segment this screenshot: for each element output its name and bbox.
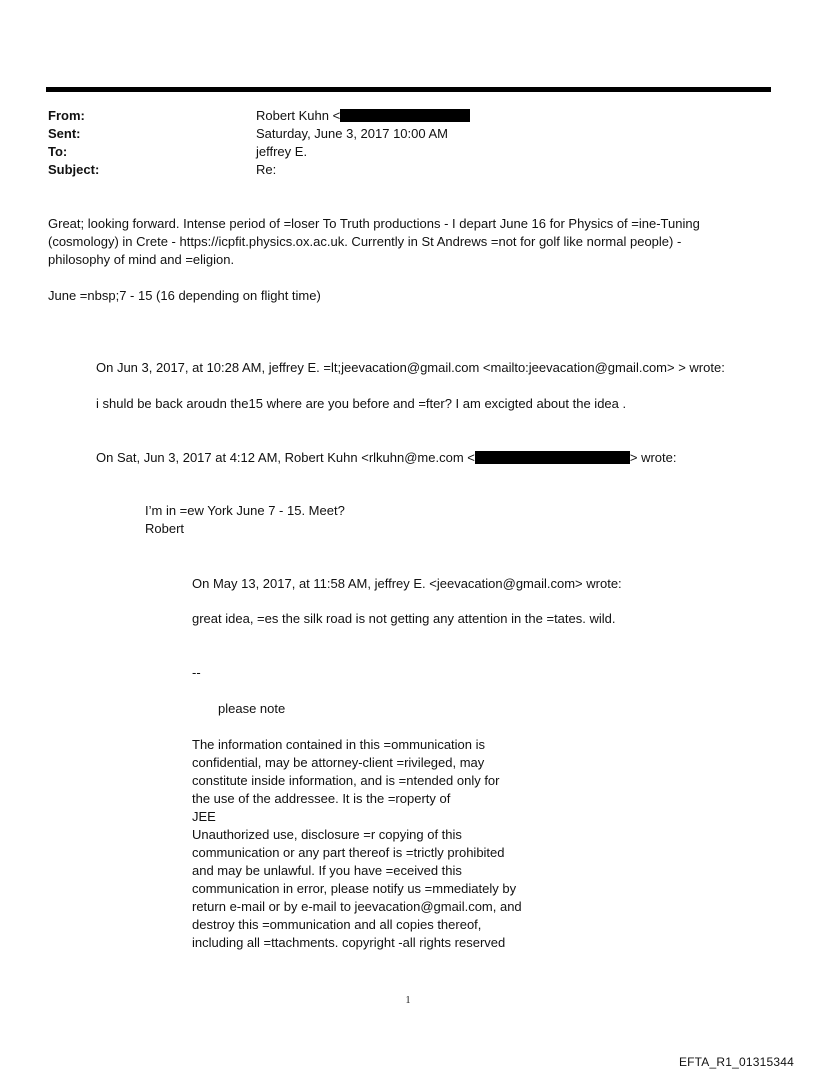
subject-label: Subject: [48,162,100,177]
quote1-text: i shuld be back aroudn the15 where are you before and =fter? I am excigted about the idea . [96,396,627,411]
from-label: From: [48,108,85,123]
from-value [256,107,470,125]
body-line-2: (cosmology) in Crete - https://icpfit.physics.ox.ac.uk. Currently in St Andrews =not for golf like normal people) - [48,234,682,249]
disclaimer-line: the use of the addressee. It is the =roperty of [192,791,451,806]
disclaimer-line: communication or any part thereof is =trictly prohibited [192,845,505,860]
header-from-row [48,107,768,125]
body-line-1: Great; looking forward. Intense period of =loser To Truth productions - I depart June 16 for Physics of =ine-Tuning [48,216,700,231]
disclaimer-line: including all =ttachments. copyright -all rights reserved [192,935,506,950]
sent-label: Sent: [48,126,81,141]
sent-value: Saturday, June 3, 2017 10:00 AM [256,126,449,141]
body-line-3: philosophy of mind and =eligion. [48,252,235,267]
to-label: To: [48,144,68,159]
quote2-intro-end: > wrote: [629,450,677,465]
quote2-intro-start: On Sat, Jun 3, 2017 at 4:12 AM, Robert Kuhn <rlkuhn@me.com < [96,450,475,465]
please-note: please note [218,701,286,716]
quote2-line-1: I’m in =ew York June 7 - 15. Meet? [145,503,345,518]
redaction-bar [475,451,630,464]
quote1-intro: On Jun 3, 2017, at 10:28 AM, jeffrey E. =lt;jeevacation@gmail.com <mailto:jeevacation@gmail.com> > wrote: [96,360,725,375]
header-sent-row [48,125,768,143]
to-value: jeffrey E. [256,144,308,159]
disclaimer-block [192,736,552,952]
disclaimer-line: constitute inside information, and is =ntended only for [192,773,500,788]
disclaimer-line: communication in error, please notify us =mmediately by [192,881,517,896]
disclaimer-line: return e-mail or by e-mail to jeevacation@gmail.com, and [192,899,522,914]
body-dates-line: June =nbsp;7 - 15 (16 depending on flight time) [48,288,321,303]
page-number: 1 [405,995,411,1006]
document-id: EFTA_R1_01315344 [678,1055,794,1069]
from-name: Robert Kuhn < [256,108,341,123]
disclaimer-line: The information contained in this =ommunication is [192,737,486,752]
header-subject-row [48,161,768,179]
header-rule [46,87,771,92]
quote2-line-2: Robert [145,521,185,536]
header-to-row [48,143,768,161]
subject-value: Re: [256,162,277,177]
quote3-text: great idea, =es the silk road is not getting any attention in the =tates. wild. [192,611,616,626]
quote3-intro: On May 13, 2017, at 11:58 AM, jeffrey E. <jeevacation@gmail.com> wrote: [192,576,622,591]
signature-separator: -- [192,665,201,680]
disclaimer-line: destroy this =ommunication and all copies thereof, [192,917,482,932]
quote2-intro [96,449,676,467]
disclaimer-line: Unauthorized use, disclosure =r copying of this [192,827,462,842]
redaction-bar [340,109,470,122]
disclaimer-line: and may be unlawful. If you have =eceived this [192,863,462,878]
disclaimer-line: confidential, may be attorney-client =rivileged, may [192,755,485,770]
disclaimer-line: JEE [192,809,216,824]
